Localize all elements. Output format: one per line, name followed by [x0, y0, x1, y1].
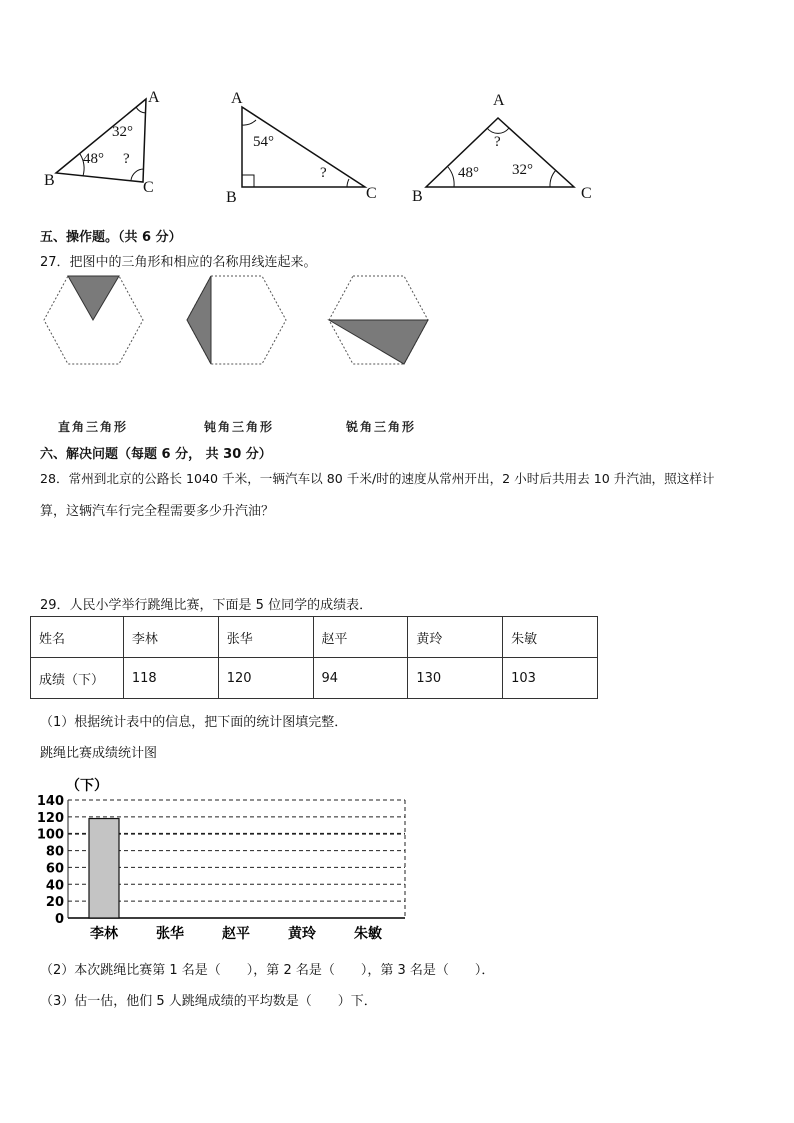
triangle3-angle-c: 32°	[512, 162, 533, 178]
triangle1-angle-b: 48°	[83, 151, 104, 167]
chart-ylabel: （下）	[66, 778, 108, 794]
hexagon-figure-3	[325, 272, 435, 372]
triangle2-label-a: A	[231, 90, 243, 107]
triangle1-label-a: A	[148, 89, 160, 106]
question-27-text: 27．把图中的三角形和相应的名称用线连起来。	[40, 255, 317, 270]
triangle3-label-c: C	[581, 185, 592, 202]
y-tick-label: 60	[45, 861, 64, 877]
name-right-triangle: 直角三角形	[58, 420, 129, 434]
y-tick-label: 100	[36, 827, 64, 843]
triangle1-label-b: B	[44, 172, 55, 189]
y-tick-label: 120	[36, 810, 64, 826]
chart-title: 跳绳比赛成绩统计图	[40, 746, 158, 761]
triangle3-label-b: B	[412, 188, 423, 205]
table-cell: 94	[313, 658, 408, 699]
table-cell: 成绩（下）	[31, 658, 124, 699]
table-cell: 姓名	[31, 617, 124, 658]
triangle2-label-c: C	[366, 185, 377, 202]
triangle1-angle-c: ?	[123, 151, 130, 167]
question-29-text: 29．人民小学举行跳绳比赛，下面是 5 位同学的成绩表．	[40, 598, 373, 613]
hexagon-figure-1	[40, 272, 150, 372]
hexagon-figure-2	[183, 272, 293, 372]
table-cell: 120	[218, 658, 313, 699]
table-row	[31, 658, 598, 699]
question-28-line2: 算，这辆汽车行完全程需要多少升汽油？	[40, 504, 275, 519]
table-cell: 130	[408, 658, 503, 699]
question-29-part1: （1）根据统计表中的信息，把下面的统计图填完整．	[40, 715, 348, 730]
table-cell: 朱敏	[503, 617, 598, 658]
score-table	[30, 616, 598, 699]
x-category-label: 赵平	[222, 926, 250, 942]
table-cell: 103	[503, 658, 598, 699]
question-29-part2: （2）本次跳绳比赛第 1 名是（ ），第 2 名是（ ），第 3 名是（ ）．	[40, 963, 495, 978]
triangle1-label-c: C	[143, 179, 154, 196]
jump-rope-bar-chart	[30, 770, 420, 945]
table-cell: 张华	[218, 617, 313, 658]
question-29-part3: （3）估一估，他们 5 人跳绳成绩的平均数是（ ）下．	[40, 994, 377, 1009]
triangle2-angle-a: 54°	[253, 134, 274, 150]
triangle1-angle-a: 32°	[112, 124, 133, 140]
triangle2-label-b: B	[226, 189, 237, 206]
section-6-title: 六、解决问题（每题 6 分， 共 30 分）	[40, 447, 272, 462]
x-category-label: 李林	[90, 926, 118, 942]
y-tick-label: 80	[45, 844, 64, 860]
y-tick-label: 20	[45, 895, 64, 911]
triangle2-angle-c: ?	[320, 165, 327, 181]
table-row	[31, 617, 598, 658]
triangle-figure-3	[420, 110, 585, 195]
bar-0	[89, 819, 119, 918]
table-cell: 黄玲	[408, 617, 503, 658]
section-5-title: 五、操作题。（共 6 分）	[40, 230, 182, 245]
triangle3-label-a: A	[493, 92, 505, 109]
x-category-label: 黄玲	[288, 926, 316, 942]
name-obtuse-triangle: 钝角三角形	[204, 420, 275, 434]
x-category-label: 朱敏	[354, 926, 382, 942]
x-category-label: 张华	[156, 926, 184, 942]
table-cell: 赵平	[313, 617, 408, 658]
question-28-line1: 28．常州到北京的公路长 1040 千米，一辆汽车以 80 千米/时的速度从常州开出，2 小时后共用去 10 升汽油，照这样计	[40, 471, 715, 486]
table-cell: 李林	[123, 617, 218, 658]
y-tick-label: 40	[45, 878, 64, 894]
triangle3-angle-b: 48°	[458, 165, 479, 181]
y-tick-label: 0	[54, 912, 64, 927]
triangle3-angle-a: ?	[494, 134, 501, 150]
name-acute-triangle: 锐角三角形	[346, 420, 417, 434]
y-tick-label: 140	[36, 794, 64, 809]
table-cell: 118	[123, 658, 218, 699]
